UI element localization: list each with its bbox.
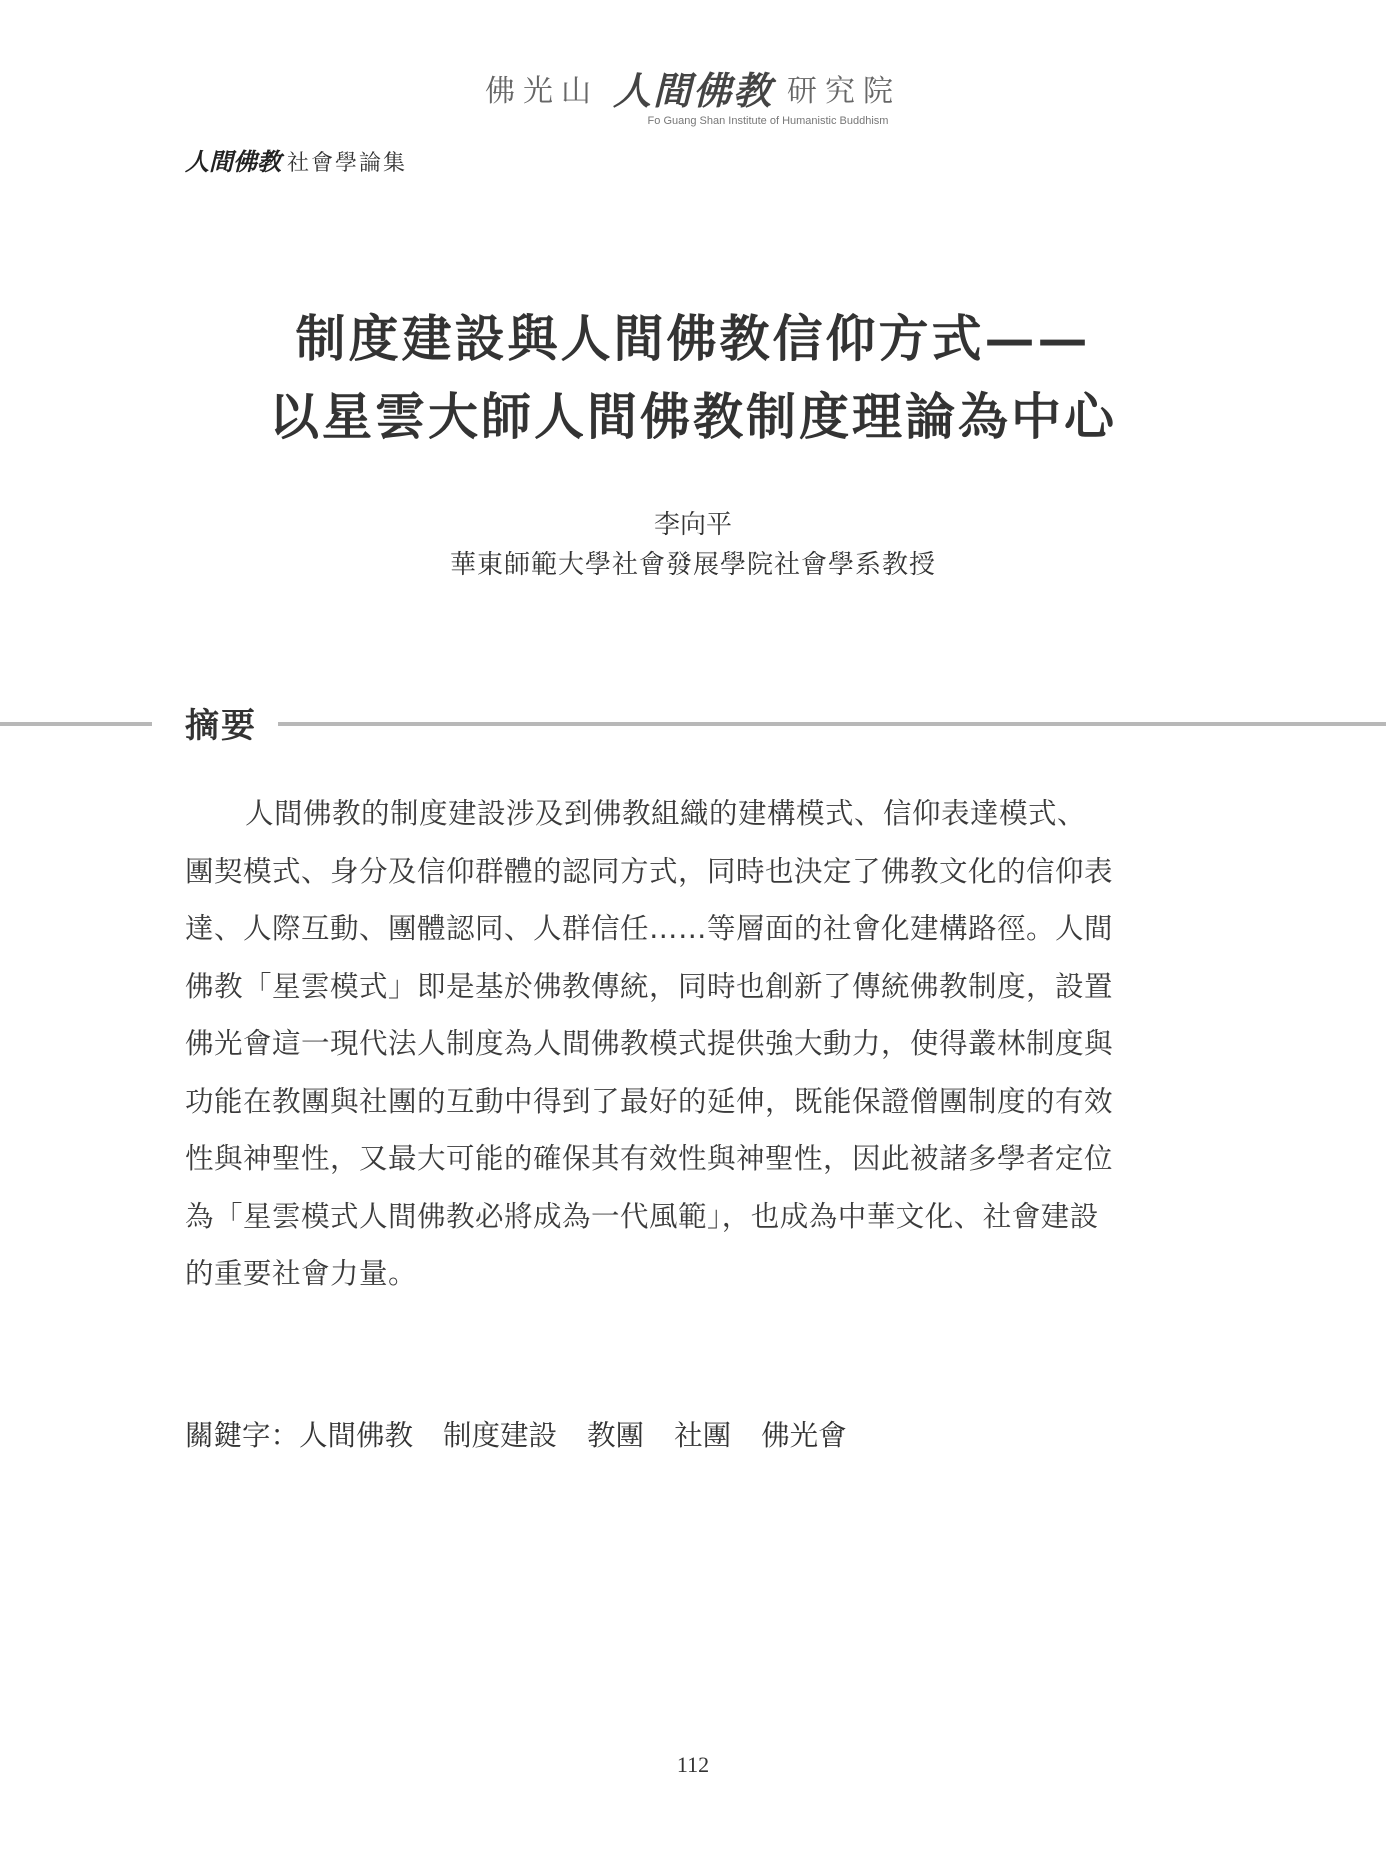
keywords: [185, 1413, 877, 1454]
logo-text-right: 研究院: [787, 73, 901, 109]
abstract-line: 性與神聖性，又最大可能的確保其有效性與神聖性，因此被諸多學者定位: [185, 1142, 1114, 1175]
keyword-item: 佛光會: [761, 1419, 847, 1452]
author-name: 李向平: [653, 510, 732, 540]
keyword-item: 社團: [674, 1419, 732, 1452]
page-number: 112: [676, 1752, 710, 1777]
logo-english-subtitle: Fo Guang Shan Institute of Humanistic Buddhism: [647, 115, 889, 127]
abstract-line: 人間佛教的制度建設涉及到佛教組織的建構模式、信仰表達模式、: [245, 797, 1087, 830]
heading-rule-left: [0, 722, 152, 726]
author-affiliation: 華東師範大學社會發展學院社會學系教授: [449, 550, 936, 580]
abstract-line: 達、人際互動、團體認同、人群信任……等層面的社會化建構路徑。人間: [185, 912, 1114, 945]
keyword-item: 制度建設: [443, 1419, 558, 1452]
author-block: [0, 505, 1386, 585]
title-line-2: 以星雲大師人間佛教制度理論為中心: [269, 387, 1117, 446]
institute-logo: [0, 60, 1386, 127]
abstract-line: 的重要社會力量。: [185, 1257, 418, 1290]
abstract-line: 佛光會這一現代法人制度為人間佛教模式提供強大動力，使得叢林制度與: [185, 1027, 1114, 1060]
abstract-heading-row: [0, 698, 1386, 748]
keywords-label: 關鍵字：: [185, 1419, 300, 1452]
abstract-body: [185, 785, 1185, 1303]
title-line-1: 制度建設與人間佛教信仰方式——: [295, 309, 1091, 368]
logo-brand-calligraphy: 人間佛教: [612, 68, 773, 113]
abstract-heading: 摘要: [185, 706, 257, 746]
keyword-item: 人間佛教: [299, 1419, 414, 1452]
article-title: [0, 300, 1386, 456]
abstract-line: 為「星雲模式人間佛教必將成為一代風範」，也成為中華文化、社會建設: [185, 1199, 1099, 1233]
abstract-line: 佛教「星雲模式」即是基於佛教傳統，同時也創新了傳統佛教制度，設置: [185, 969, 1114, 1003]
abstract-line: 功能在教團與社團的互動中得到了最好的延伸，既能保證僧團制度的有效: [185, 1084, 1114, 1118]
heading-rule-right: [278, 722, 1386, 726]
series-label: [185, 142, 407, 177]
abstract-line: 團契模式、身分及信仰群體的認同方式，同時也決定了佛教文化的信仰表: [185, 854, 1114, 888]
series-brand-calligraphy: 人間佛教: [185, 147, 281, 176]
logo-text-left: 佛光山: [484, 73, 599, 109]
keyword-item: 教團: [587, 1419, 645, 1452]
series-name: 社會學論集: [287, 151, 408, 176]
